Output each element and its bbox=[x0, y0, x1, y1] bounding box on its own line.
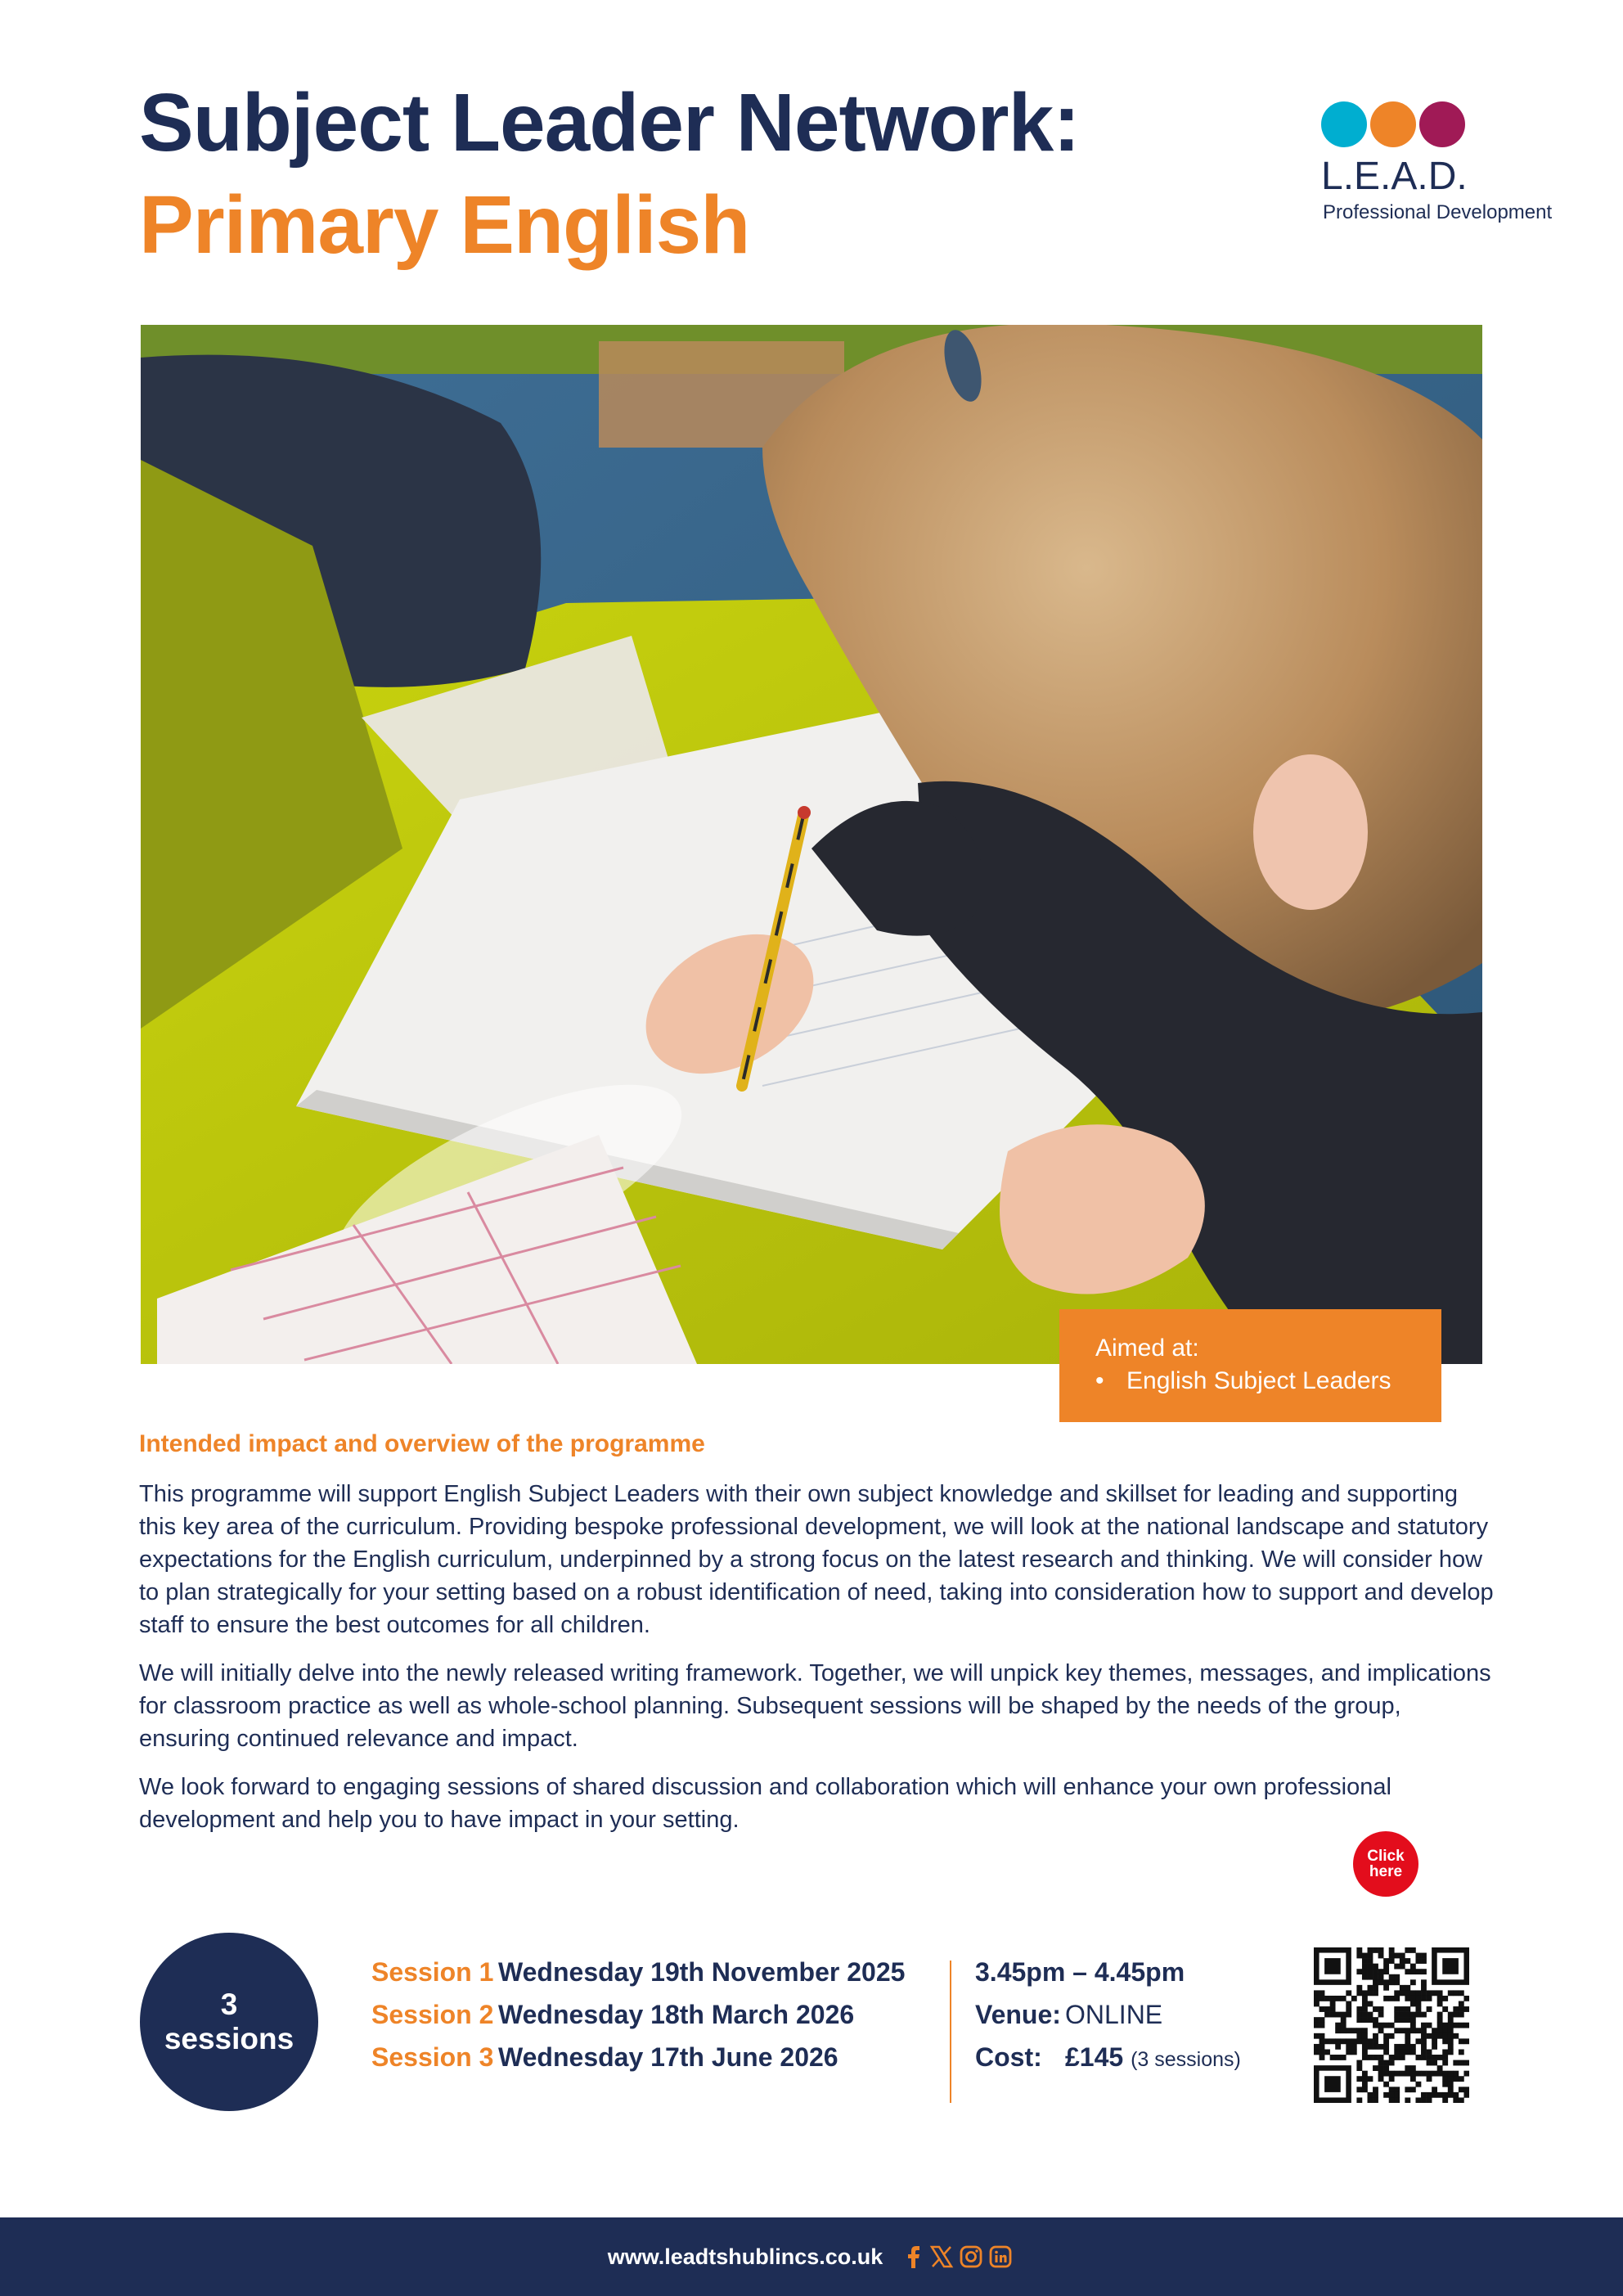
page-title-line-1: Subject Leader Network: bbox=[139, 77, 1080, 169]
facebook-icon[interactable] bbox=[903, 2244, 924, 2269]
session-time: 3.45pm – 4.45pm bbox=[975, 1957, 1185, 1987]
venue-value: ONLINE bbox=[1065, 2000, 1163, 2029]
overview-paragraph-1: This programme will support English Subject Leaders with their own subject knowledge and skillset for leading and supporting this key area of the curriculum. Providing bespoke professional development, we will look at the national landscape and statutory expectations for the English curriculum, underpinned by a strong focus on the latest research and thinking. We will consider how to plan strategically for your setting based on a robust identification of need, taking into consideration how to support and develop staff to ensure the best outcomes for all children. bbox=[139, 1481, 1494, 1638]
session-row-1 bbox=[371, 1957, 905, 1988]
click-here-line-2: here bbox=[1369, 1863, 1403, 1880]
footer-bar bbox=[0, 2217, 1623, 2296]
overview-heading: Intended impact and overview of the programme bbox=[139, 1430, 705, 1457]
lead-logo bbox=[1319, 101, 1580, 232]
venue-label: Venue: bbox=[975, 2000, 1061, 2029]
website-link[interactable]: www.leadtshublincs.co.uk bbox=[607, 2244, 883, 2269]
aimed-at-item-text: English Subject Leaders bbox=[1126, 1367, 1391, 1394]
cost-label: Cost: bbox=[975, 2042, 1042, 2072]
aimed-at-item bbox=[1095, 1365, 1441, 1398]
logo-dot-orange bbox=[1370, 101, 1416, 147]
logo-name: L.E.A.D. bbox=[1321, 155, 1468, 198]
sessions-count-label: sessions bbox=[164, 2022, 294, 2055]
click-here-button[interactable] bbox=[1353, 1831, 1418, 1897]
cost-row bbox=[975, 2042, 1241, 2073]
session-date: Wednesday 17th June 2026 bbox=[498, 2042, 838, 2072]
sessions-count: 3 bbox=[220, 1988, 238, 2021]
session-date: Wednesday 19th November 2025 bbox=[498, 1957, 906, 1987]
cost-note: (3 sessions) bbox=[1131, 2048, 1241, 2071]
qr-code-icon[interactable] bbox=[1314, 1947, 1469, 2103]
instagram-icon[interactable] bbox=[959, 2244, 983, 2269]
overview-paragraph-2: We will initially delve into the newly released writing framework. Together, we will unpick key themes, messages, and implications for classroom practice as well as whole-school planning. Subsequent sessions will be shaped by the needs of the group, ensuring continued relevance and impact. bbox=[139, 1660, 1491, 1752]
overview-paragraph-3: We look forward to engaging sessions of shared discussion and collaboration which will enhance your own professional development and help you to have impact in your setting. bbox=[139, 1774, 1391, 1833]
session-row-2 bbox=[371, 2000, 854, 2030]
sessions-count-badge bbox=[140, 1933, 318, 2111]
click-here-line-1: Click bbox=[1367, 1848, 1405, 1865]
aimed-at-label: Aimed at: bbox=[1095, 1335, 1199, 1362]
linkedin-icon[interactable] bbox=[988, 2244, 1013, 2269]
logo-dot-cyan bbox=[1321, 101, 1367, 147]
session-date: Wednesday 18th March 2026 bbox=[498, 2000, 855, 2029]
details-divider bbox=[950, 1961, 951, 2103]
social-icons bbox=[901, 2244, 1015, 2269]
session-label: Session 2 bbox=[371, 2000, 494, 2029]
classroom-photo bbox=[141, 325, 1482, 1364]
session-row-3 bbox=[371, 2042, 838, 2073]
bullet-icon: • bbox=[1095, 1367, 1104, 1394]
session-label: Session 3 bbox=[371, 2042, 494, 2072]
aimed-at-box bbox=[1059, 1309, 1441, 1422]
logo-subtitle: Professional Development bbox=[1323, 201, 1553, 223]
cost-value: £145 bbox=[1065, 2042, 1124, 2072]
session-label: Session 1 bbox=[371, 1957, 494, 1987]
x-icon[interactable] bbox=[929, 2244, 954, 2269]
venue-row bbox=[975, 2000, 1162, 2030]
logo-dot-magenta bbox=[1419, 101, 1465, 147]
page-title-line-2: Primary English bbox=[139, 179, 750, 271]
